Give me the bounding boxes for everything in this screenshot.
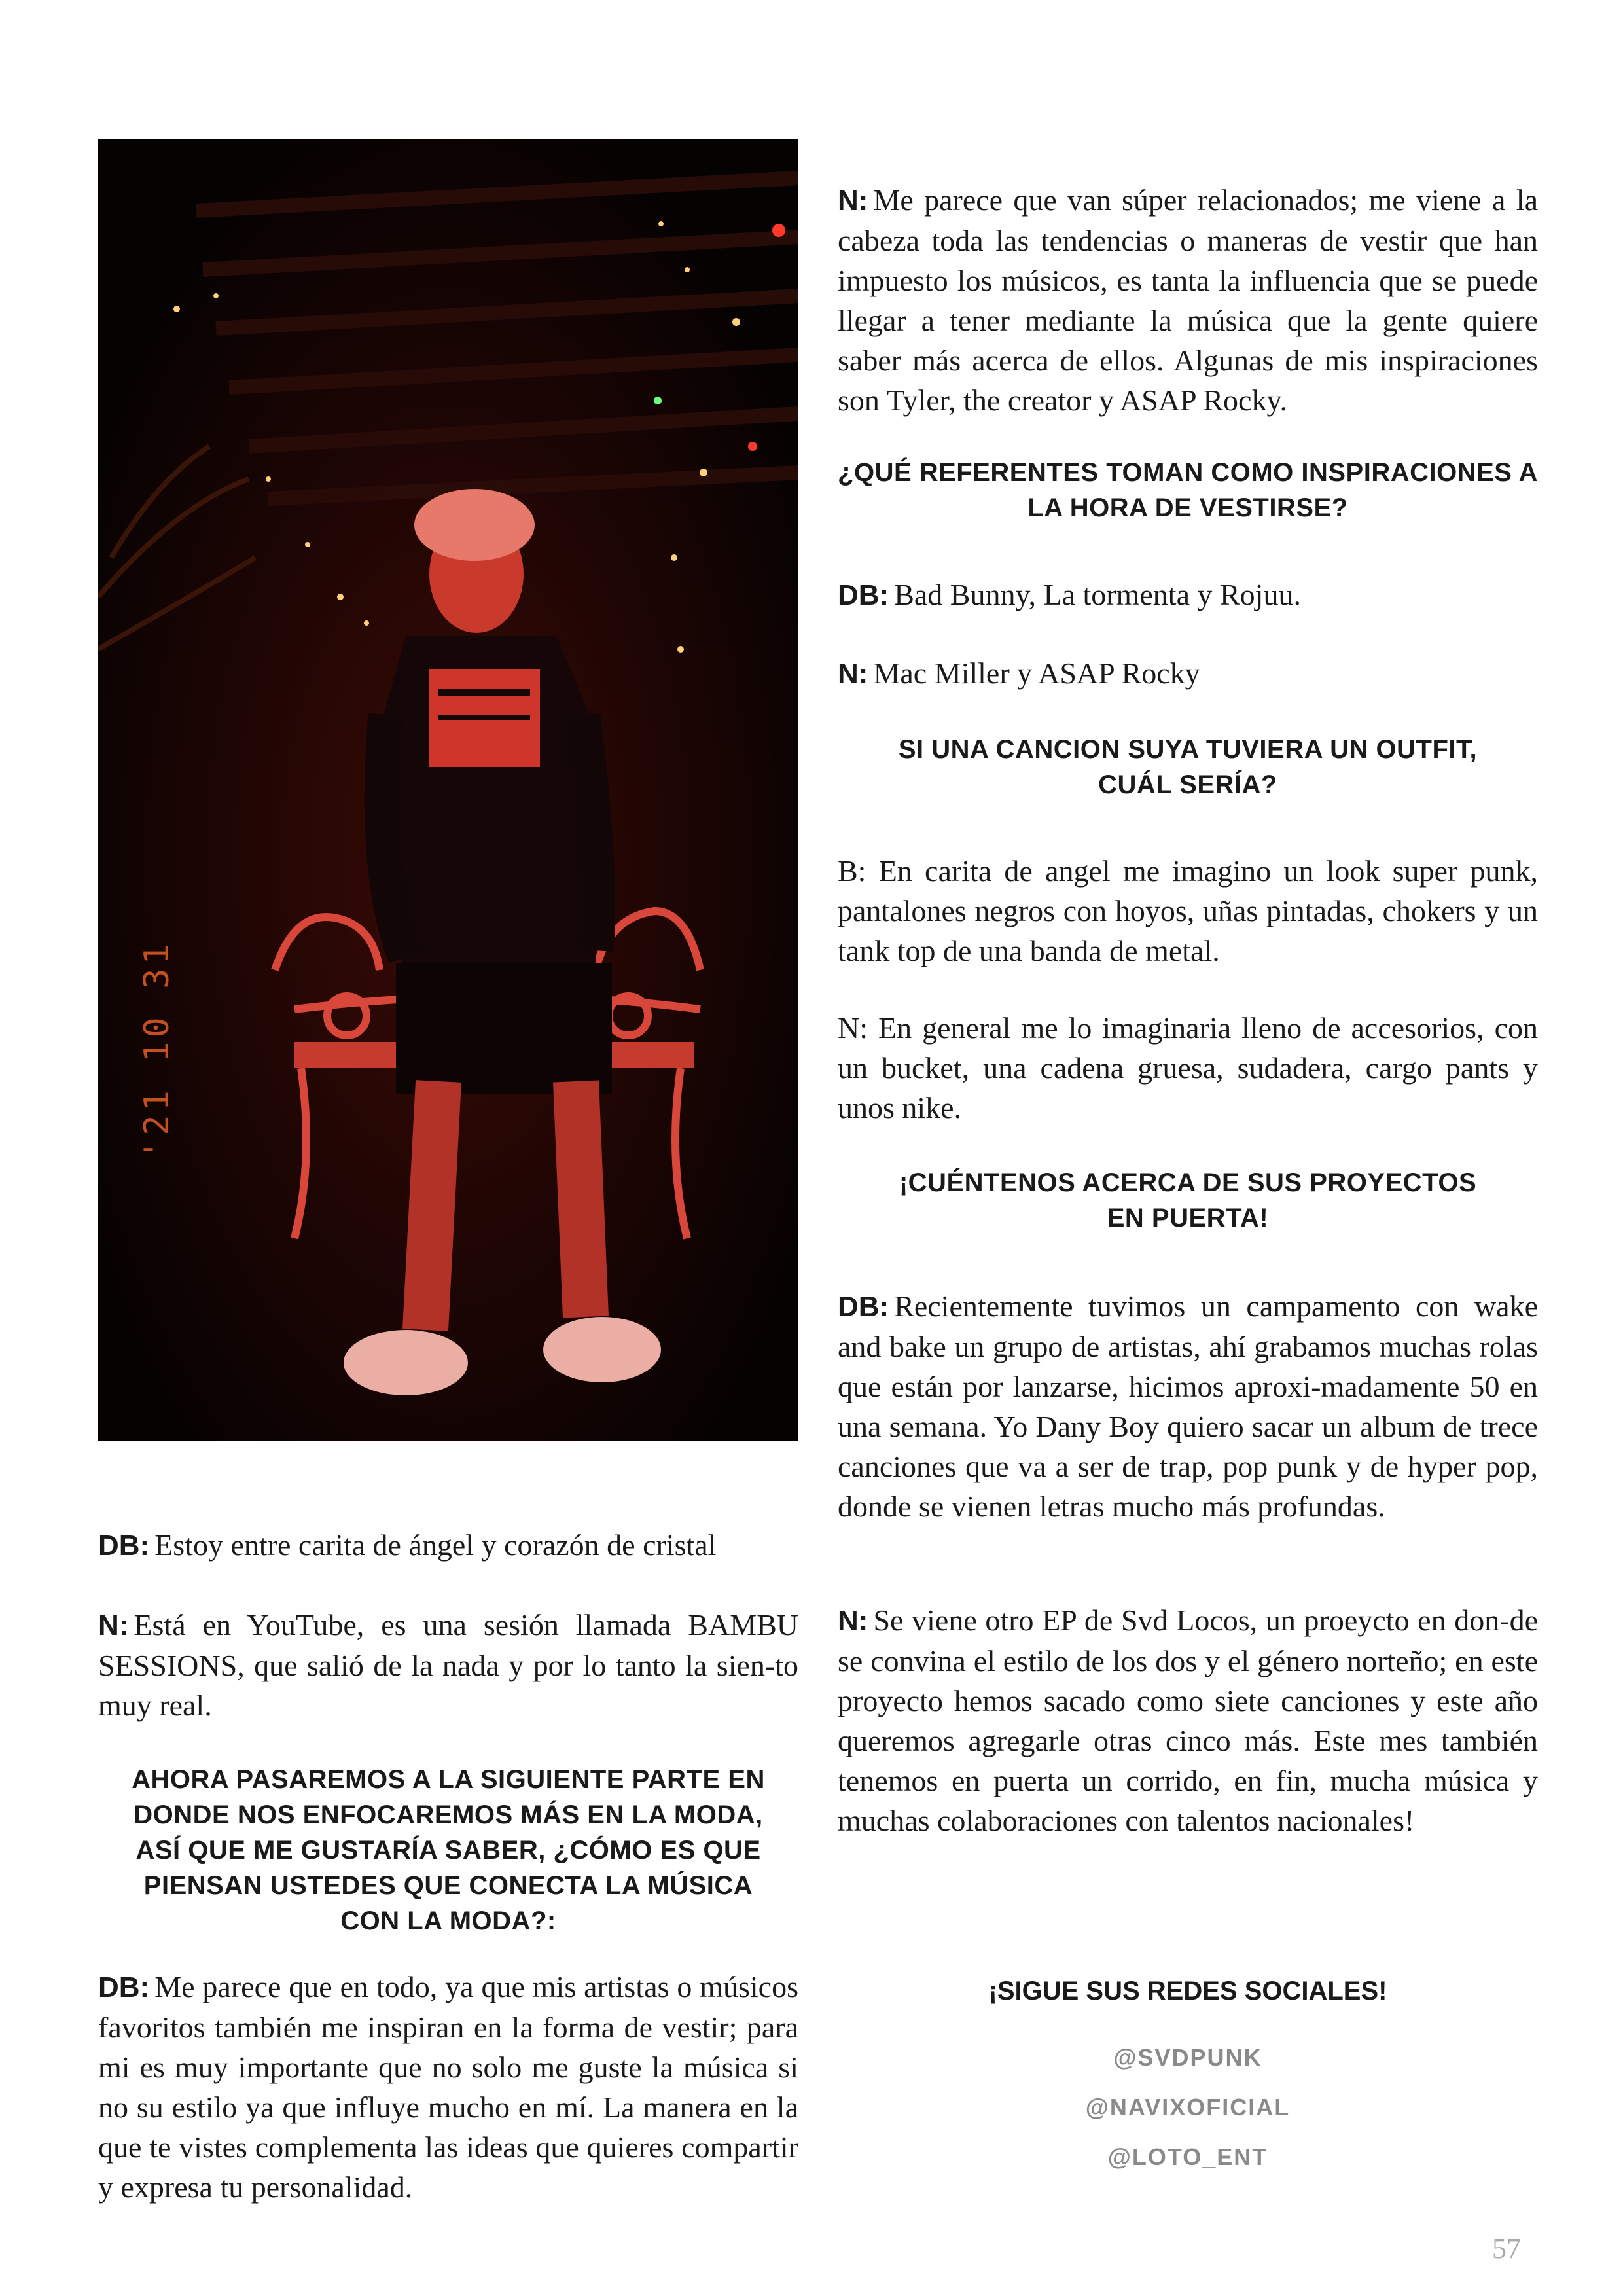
answer-text: Mac Miller y ASAP Rocky [873, 656, 1200, 690]
answer-text: B: En carita de angel me imagino un look super punk, pantalones negros con hoyos, uñas pintadas, chokers y un tank top de una banda de metal. [838, 854, 1538, 967]
speaker-label: DB: [838, 1291, 889, 1323]
left-answer-db-2 [98, 1967, 798, 2207]
answer-text: Recientemente tuvimos un campamento con wake and bake un grupo de artistas, ahí grabamos muchas rolas que están por lanzarse, hicimos aproxi-madamente 50 en una semana. Yo Dany Boy quiero sacar un album de trece canciones que va a ser de trap, pop punk y de hyper pop, donde se vienen letras mucho más profundas. [838, 1289, 1538, 1523]
answer-text: Bad Bunny, La tormenta y Rojuu. [894, 578, 1301, 611]
speaker-label: N: [838, 1605, 868, 1637]
social-handle[interactable]: @SVDPUNK [1113, 2044, 1262, 2071]
right-answer-n-outfit [838, 1008, 1538, 1128]
question-music-fashion [111, 1762, 785, 1939]
speaker-label: N: [98, 1609, 129, 1641]
speaker-label: DB: [98, 1971, 150, 2003]
night-portrait-photo [98, 139, 798, 1441]
photo-date-stamp: '21 10 31 [137, 940, 177, 1160]
social-section [838, 1977, 1538, 2171]
answer-text: Estoy entre carita de ángel y corazón de cristal [154, 1528, 717, 1562]
photo-illustration [98, 139, 798, 1441]
question-text: SI UNA CANCION SUYA TUVIERA UN OUTFIT, CUÁL SERÍA? [898, 735, 1478, 799]
page-number: 57 [1492, 2233, 1521, 2265]
answer-text: Se viene otro EP de Svd Locos, un proeycto en don-de se convina el estilo de los dos y el género norteño; en este proyecto hemos sacado como siete canciones y este año queremos agregarle otras cinco más. Este mes también tenemos en puerta un corrido, en fin, mucha música y muchas colaboraciones con talentos nacionales! [838, 1604, 1538, 1837]
right-answer-n-projects [838, 1600, 1538, 1840]
question-song-outfit [864, 732, 1512, 802]
answer-text: Me parece que en todo, ya que mis artistas o músicos favoritos también me inspiran en la forma de vestir; para mi es muy importante que no solo me guste la música si no su estilo ya que influye mucho en mí. La manera en la que te vistes complementa las ideas que quieres compartir y expresa tu personalidad. [98, 1970, 798, 2204]
speaker-label: N: [838, 658, 868, 690]
right-answer-b-outfit [838, 851, 1538, 971]
right-answer-n-1 [838, 180, 1538, 420]
left-answer-n-1 [98, 1605, 798, 1725]
speaker-label: DB: [838, 579, 889, 611]
right-answer-db-2 [838, 575, 1538, 615]
social-handle[interactable]: @NAVIXOFICIAL [1085, 2094, 1291, 2121]
left-answer-db-1 [98, 1525, 798, 1566]
answer-text: Me parece que van súper relacionados; me viene a la cabeza toda las tendencias o maneras de vestir que han impuesto los músicos, es tanta la influencia que se puede llegar a tener mediante la música que la gente quiere saber más acerca de ellos. Algunas de mis inspiraciones son Tyler, the creator y ASAP Rocky. [838, 183, 1538, 417]
social-handle[interactable]: @LOTO_ENT [1107, 2144, 1268, 2170]
social-title: ¡SIGUE SUS REDES SOCIALES! [988, 1977, 1387, 2005]
answer-text: N: En general me lo imaginaria lleno de accesorios, con un bucket, una cadena gruesa, sudadera, cargo pants y unos nike. [838, 1011, 1538, 1124]
question-text: ¡CUÉNTENOS ACERCA DE SUS PROYECTOS EN PUERTA! [899, 1168, 1477, 1232]
speaker-label: N: [838, 185, 868, 217]
speaker-label: DB: [98, 1530, 150, 1562]
right-answer-n-2 [838, 653, 1538, 694]
question-upcoming-projects [877, 1165, 1499, 1236]
answer-text: Está en YouTube, es una sesión llamada BAMBU SESSIONS, que salió de la nada y por lo tanto la sien-to muy real. [98, 1608, 798, 1722]
question-text: ¿QUÉ REFERENTES TOMAN COMO INSPIRACIONES A LA HORA DE VESTIRSE? [838, 458, 1538, 522]
question-text: AHORA PASAREMOS A LA SIGUIENTE PARTE EN DONDE NOS ENFOCAREMOS MÁS EN LA MODA, ASÍ QUE ME GUSTARÍA SABER, ¿CÓMO ES QUE PIENSAN USTEDES QUE CONECTA LA MÚSICA CON LA MODA?: [132, 1765, 765, 1935]
question-style-references [838, 455, 1538, 526]
right-answer-db-projects [838, 1286, 1538, 1526]
